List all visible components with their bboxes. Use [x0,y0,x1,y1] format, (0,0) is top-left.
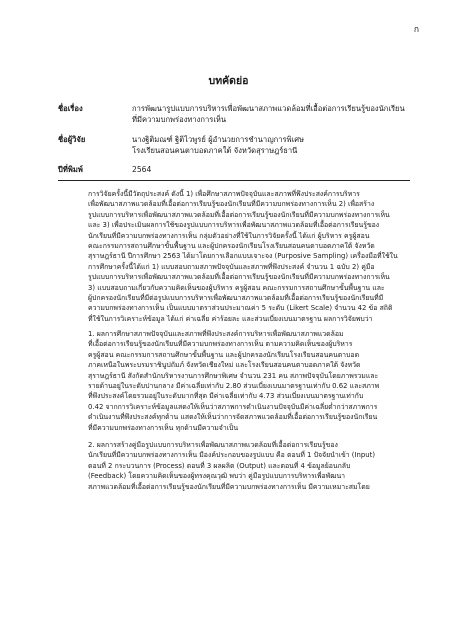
researcher-line: นางฐิติมณฑ์ ฐิติไวพูรย์ ผู้อำนวยการชำนาญการพิเศษ [132,135,305,144]
paragraph-line: ผู้ปกครองนักเรียนที่มีต่อรูปแบบการบริหารเพื่อพัฒนาสภาพแวดล้อมที่เอื้อต่อการเรียนรู้ของนักเรียนที่มี [88,294,384,303]
paragraph-line: สภาพแวดล้อมที่เอื้อต่อการเรียนรู้ของนักเรียนที่มีความบกพร่องทางการเห็น มีความเหมาะสมโดย [88,482,370,491]
paragraph-line: ที่ใช้ในการวิเคราะห์ข้อมูล ได้แก่ ค่าเฉลี่ย ค่าร้อยละ และส่วนเบี่ยงเบนมาตรฐาน ผลการวิจัยพบว่า [88,314,373,323]
topic-label: ชื่อเรื่อง [58,104,83,113]
topic-value [132,103,457,126]
paragraph-line: (Feedback) โดยความคิดเห็นของผู้ทรงคุณวุฒิ พบว่า คู่มือรูปแบบการบริหารเพื่อพัฒนา [88,472,346,481]
meta-topic [58,103,410,127]
meta-researcher [58,134,410,158]
meta-year [58,164,410,176]
paragraph-line: นักเรียนที่มีความบกพร่องทางการเห็น มีองค์ประกอบของรูปแบบ คือ ตอนที่ 1 ปัจจัยนำเข้า (Input) [88,451,376,460]
researcher-value [132,134,457,157]
paragraph-line: สุราษฎร์ธานี ปีการศึกษา 2563 ได้มาโดยการเลือกแบบเจาะจง (Purposive Sampling) เครื่องมือที่ใช้ใน [88,252,398,261]
abstract-paragraph [58,440,410,492]
paragraph-line: ดำเนินงานที่พึงประสงค์ทุกด้าน แสดงให้เห็นว่าการจัดสภาพแวดล้อมที่เอื้อต่อการเรียนรู้ของนักเรียน [88,413,378,422]
topic-line: ที่มีความบกพร่องทางการเห็น [132,115,227,125]
paragraph-line: และ 3) เพื่อประเมินผลการใช้ของรูปแบบการบริหารเพื่อพัฒนาสภาพแวดล้อมที่เอื้อต่อการเรียนรู้ของ [88,221,380,230]
year-value: 2564 [132,165,152,174]
header-divider [58,180,410,181]
paragraph-line: ตอนที่ 2 กระบวนการ (Process) ตอนที่ 3 ผลผลิต (Output) และตอนที่ 4 ข้อมูลย้อนกลับ [88,461,351,470]
paragraph-line: สุราษฎร์ธานี สังกัดสำนักบริหารงานการศึกษาพิเศษ จำนวน 231 คน สภาพปัจจุบันโดยภาพรวมและ [88,371,379,380]
paragraph-line: ที่พึงประสงค์โดยรวมอยู่ในระดับมากที่สุด มีค่าเฉลี่ยเท่ากับ 4.73 ส่วนเบี่ยงเบนมาตรฐานเท่ากับ [88,392,364,401]
paragraph-line: ครูผู้สอน คณะกรรมการสถานศึกษาขั้นพื้นฐาน และผู้ปกครองนักเรียนโรงเรียนสอนคนตาบอด [88,350,360,359]
paragraph-line: รูปแบบการบริหารเพื่อพัฒนาสภาพแวดล้อมที่เอื้อต่อการเรียนรู้ของนักเรียนที่มีความบกพร่องทางการเห็น [88,210,390,219]
abstract-body [58,189,410,324]
paragraph-line: ที่มีความบกพร่องทางการเห็น ทุกด้านมีความจำเป็น [88,423,239,432]
paragraph-line: คณะกรรมการสถานศึกษาขั้นพื้นฐาน และผู้ปกครองนักเรียนโรงเรียนสอนคนตาบอดภาคใต้ จังหวัด [88,242,375,251]
paragraph-line: นักเรียนที่มีความบกพร่องทางการเห็น กลุ่มตัวอย่างที่ใช้ในการวิจัยครั้งนี้ ได้แก่ ผู้บริหาร ครูผู้สอน [88,231,370,240]
researcher-line: โรงเรียนสอนคนตาบอดภาคใต้ จังหวัดสุราษฎร์ธานี [132,146,298,156]
paragraph-line: เพื่อพัฒนาสภาพแวดล้อมที่เอื้อต่อการเรียนรู้ของนักเรียนที่มีความบกพร่องทางการเห็น 2) เพื่อสร้าง [88,200,375,209]
abstract-body [58,440,410,492]
paragraph-line: 1. ผลการศึกษาสภาพปัจจุบันและสภาพที่พึงประสงค์การบริหารเพื่อพัฒนาสภาพแวดล้อม [88,330,344,338]
paragraph-line: การศึกษาครั้งนี้ได้แก่ 1) แบบสอบถามสภาพปัจจุบันและสภาพที่พึงประสงค์ จำนวน 1 ฉบับ 2) คู่มือ [88,262,375,271]
paragraph-line: การวิจัยครั้งนี้มีวัตถุประสงค์ ดังนี้ 1) เพื่อศึกษาสภาพปัจจุบันและสภาพที่พึงประสงค์การบริหาร [88,190,360,198]
abstract-body [58,329,410,433]
paragraph-line: 2. ผลการสร้างคู่มือรูปแบบการบริหารเพื่อพัฒนาสภาพแวดล้อมที่เอื้อต่อการเรียนรู้ของ [88,441,338,449]
paragraph-line: ความบกพร่องทางการเห็น เป็นแบบมาตราส่วนประมาณค่า 5 ระดับ (Likert Scale) จำนวน 42 ข้อ สถิติ [88,304,393,313]
topic-line: การพัฒนารูปแบบการบริหารเพื่อพัฒนาสภาพแวดล้อมที่เอื้อต่อการเรียนรู้ของนักเรียน [132,104,405,113]
year-label: ปีที่พิมพ์ [58,165,83,174]
paragraph-line: รายด้านอยู่ในระดับปานกลาง มีค่าเฉลี่ยเท่ากับ 2.80 ส่วนเบี่ยงเบนมาตรฐานเท่ากับ 0.62 และสภาพ [88,382,380,391]
paragraph-line: ที่เอื้อต่อการเรียนรู้ของนักเรียนที่มีความบกพร่องทางการเห็น ตามความคิดเห็นของผู้บริหาร [88,340,353,349]
researcher-label: ชื่อผู้วิจัย [58,135,86,144]
paragraph-line: 3) แบบสอบถามเกี่ยวกับความคิดเห็นของผู้บริหาร ครูผู้สอน คณะกรรมการสถานศึกษาขั้นพื้นฐาน และ [88,283,385,292]
paragraph-line: ภาคเหนือในพระบรมราชินูปถัมภ์ จังหวัดเชียงใหม่ และโรงเรียนสอนคนตาบอดภาคใต้ จังหวัด [88,361,361,370]
abstract-title: บทคัดย่อ [208,75,249,87]
paragraph-line: รูปแบบการบริหารเพื่อพัฒนาสภาพแวดล้อมที่เอื้อต่อการเรียนรู้ของนักเรียนที่มีความบกพร่องทางการเห็น [88,273,390,282]
abstract-paragraph [58,189,410,324]
abstract-paragraph [58,329,410,433]
paragraph-line: 0.42 จากการวิเคราะห์ข้อมูลแสดงให้เห็นว่าสภาพการดำเนินงานปัจจุบันมีค่าเฉลี่ยต่ำกว่าสภาพการ [88,402,378,411]
page-number: ก [413,25,419,35]
